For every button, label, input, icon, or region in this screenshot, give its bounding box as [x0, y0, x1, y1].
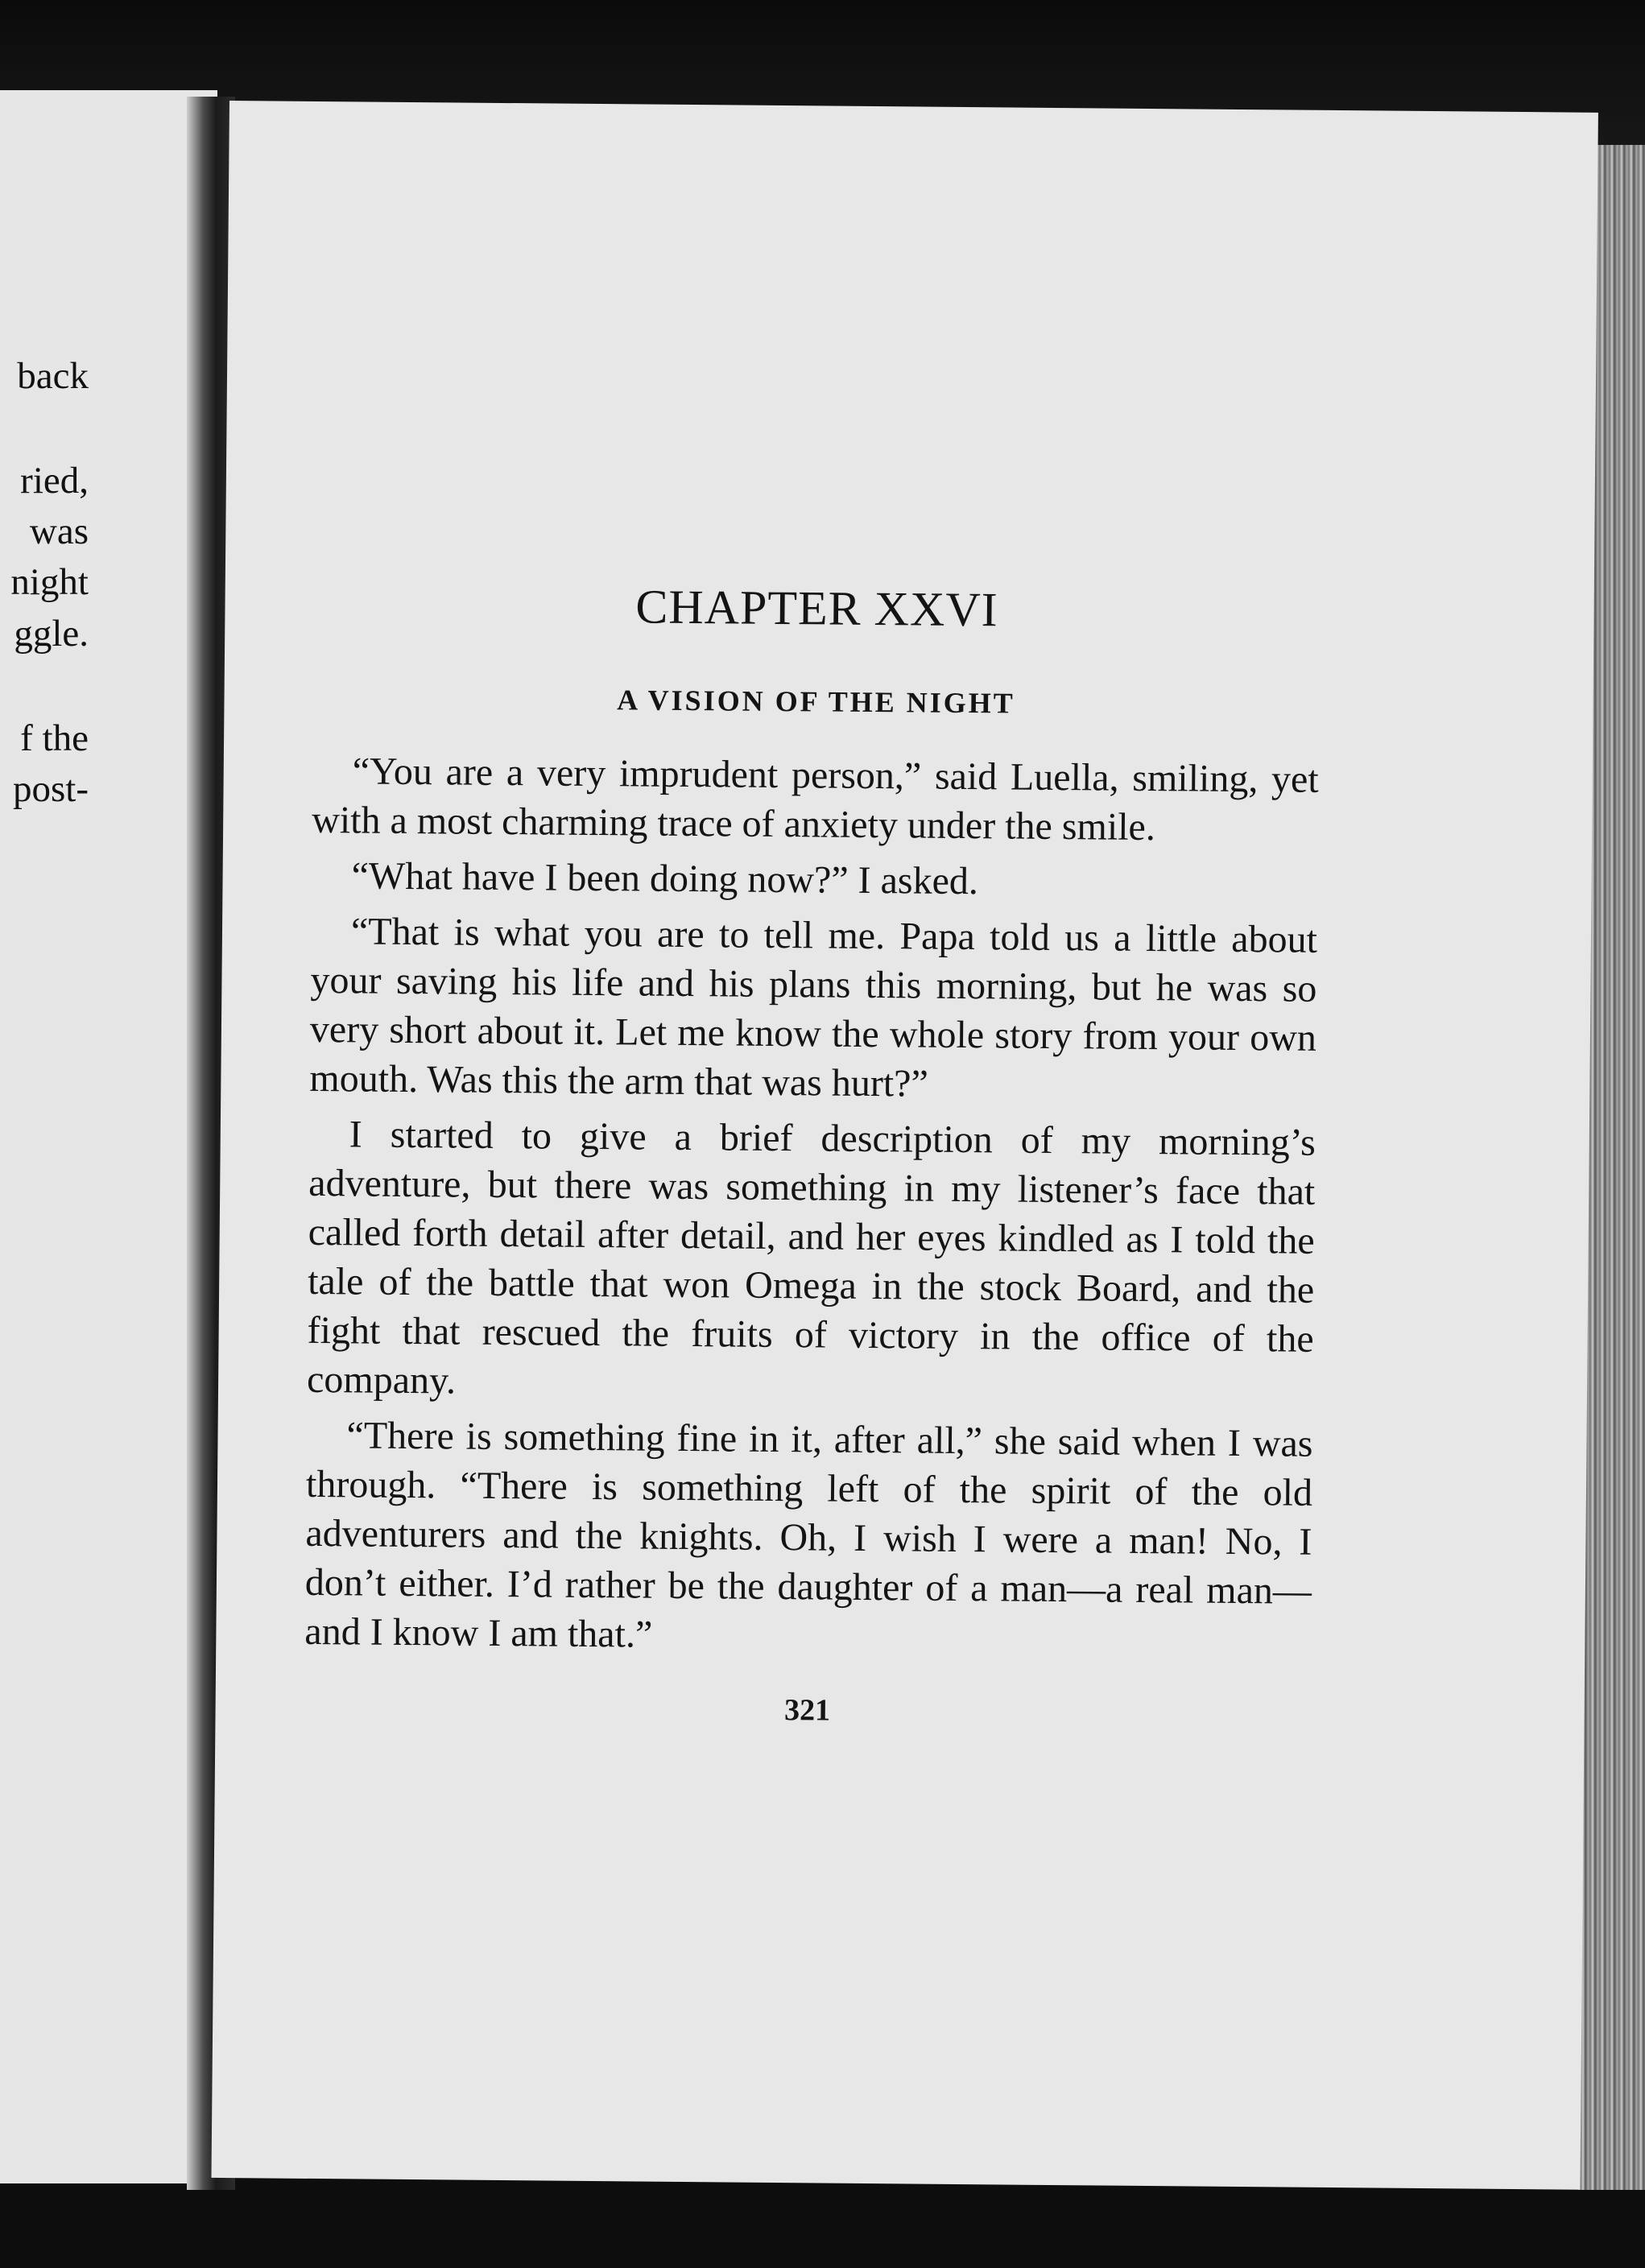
paragraph: “You are a very imprudent person,” said Luella, smiling, yet with a most charming trace of anxiety under the smile. [311, 750, 1319, 849]
page-number: 321 [783, 1693, 831, 1728]
previous-page-text [0, 354, 97, 837]
previous-page-line: was [29, 510, 89, 552]
previous-page-line: post- [13, 768, 89, 810]
paragraph: I started to give a brief description of my morning’s adventure, but there was something in my listener’s face that called forth detail after detail, and her eyes kindled as I told the tale of the battle that won Omega in the stock Board, and the fight that rescued the fruits of victory in the office of the company. [306, 1113, 1316, 1403]
page-content [304, 576, 1320, 1733]
chapter-title: CHAPTER XXVI [635, 580, 998, 637]
previous-page-line: f the [20, 717, 89, 759]
previous-page-line: back [17, 355, 89, 397]
paragraph: “There is something fine in it, after all,” she said when I was through. “There is something left of the spirit of the old adventurers and the knights. Oh, I wish I were a man! No, I don’t either. I’d rather be the daughter of a man—a real man—and I know I am that.” [304, 1414, 1313, 1656]
chapter-subtitle: A VISION OF THE NIGHT [617, 684, 1015, 720]
paragraph: “What have I been doing now?” I asked. [351, 854, 979, 903]
current-page [211, 101, 1597, 2190]
previous-page-line: ggle. [14, 613, 89, 655]
paragraph: “That is what you are to tell me. Papa told us a little about your saving his life and his plans this morning, but he was so very short about it. Let me know the whole story from your own mouth. Was this the arm that was hurt?” [309, 910, 1318, 1105]
previous-page-line: night [10, 561, 89, 603]
previous-page-line: ried, [20, 460, 89, 502]
